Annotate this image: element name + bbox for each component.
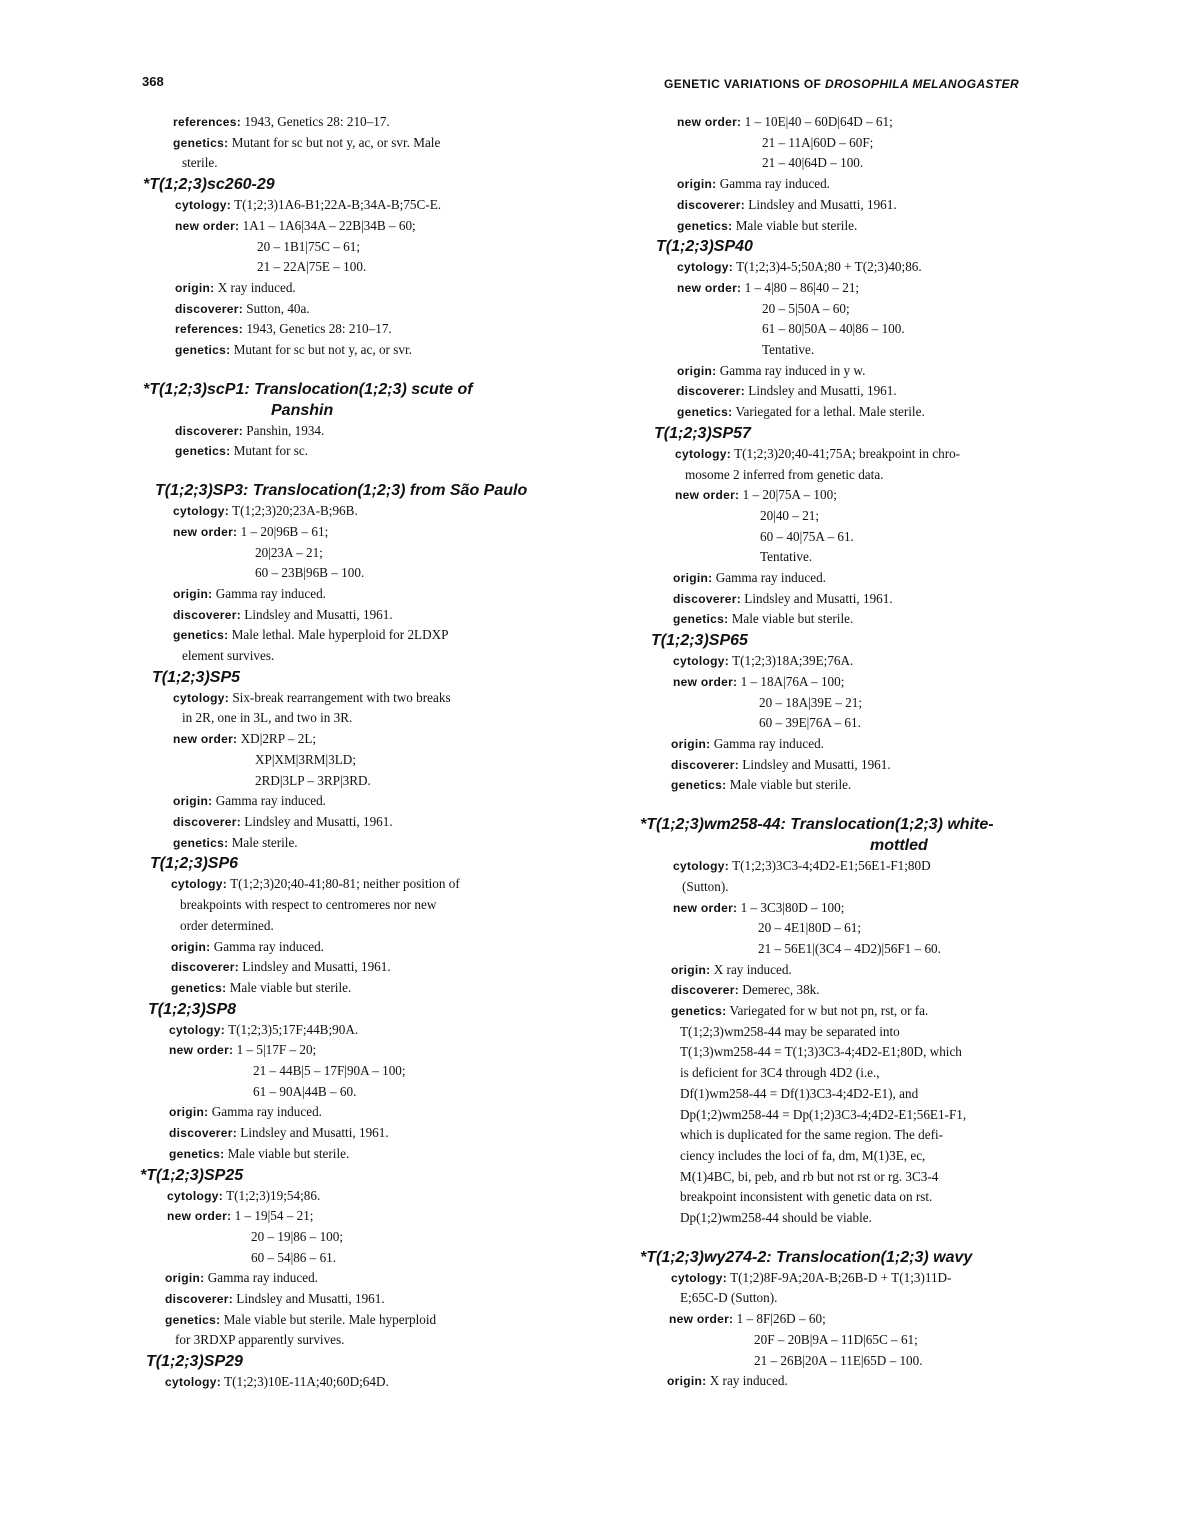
text-line: Dp(1;2)wm258-44 should be viable. — [680, 1210, 872, 1226]
text-line: in 2R, one in 3L, and two in 3R. — [182, 710, 353, 726]
text-line: element survives. — [182, 648, 275, 664]
field-value: 1 – 10E|40 – 60D|64D – 61; — [741, 114, 893, 129]
field-value: Lindsley and Musatti, 1961. — [239, 959, 391, 975]
running-head-prefix: GENETIC VARIATIONS OF — [664, 77, 826, 91]
field-label: references: — [173, 115, 242, 129]
entry-field — [640, 174, 1110, 195]
entry-heading: *T(1;2;3)wm258-44: Translocation(1;2;3) white- — [640, 816, 994, 834]
field-value: 1 – 8F|26D – 60; — [733, 1311, 826, 1327]
field-value: Mutant for sc but not y, ac, or svr. — [230, 342, 412, 358]
entry-field — [640, 755, 1110, 776]
field-label: genetics: — [173, 135, 229, 150]
field-value: T(1;2;3)19;54;86. — [223, 1187, 321, 1203]
field-value: Lindsley and Musatti, 1961. — [745, 196, 897, 212]
field-label: origin: — [671, 736, 711, 751]
text-line: for 3RDXP apparently survives. — [175, 1332, 345, 1348]
entry-field — [640, 195, 1110, 216]
field-value: Lindsley and Musatti, 1961. — [745, 383, 897, 399]
field-label: genetics: — [673, 612, 729, 627]
entry-separator — [640, 1229, 1110, 1247]
page-number: 368 — [142, 74, 164, 89]
field-value: Gamma ray induced in y w. — [716, 362, 866, 378]
entry-heading: *T(1;2;3)sc260-29 — [143, 176, 275, 194]
text-line: 60 – 54|86 – 61. — [251, 1249, 337, 1265]
field-value: Variegated for a lethal. Male sterile. — [732, 404, 925, 420]
entry-field — [640, 444, 1110, 465]
field-value: T(1;2;3)3C3-4;4D2-E1;56E1-F1;80D — [729, 858, 931, 874]
text-line: 21 – 56E1|(3C4 – 4D2)|56F1 – 60. — [758, 940, 941, 956]
field-label: origin: — [165, 1271, 205, 1286]
field-label: origin: — [171, 939, 211, 954]
field-label: discoverer: — [173, 814, 241, 829]
field-label: new order: — [175, 218, 240, 233]
text-line: Tentative. — [760, 549, 813, 565]
field-value: T(1;2;3)18A;39E;76A. — [729, 653, 854, 669]
entry-field — [640, 1268, 1110, 1289]
field-label: genetics: — [677, 218, 733, 233]
field-label: origin: — [173, 794, 213, 809]
field-label: discoverer: — [671, 757, 739, 772]
entry-field — [640, 775, 1110, 796]
field-value: Demerec, 38k. — [739, 982, 820, 998]
entry-heading: T(1;2;3)SP8 — [148, 1000, 237, 1018]
field-label: origin: — [677, 363, 717, 378]
entry-field — [640, 651, 1110, 672]
entry-field — [140, 501, 610, 522]
text-line: 20|23A – 21; — [255, 544, 323, 560]
field-label: cytology: — [677, 260, 734, 275]
entry-field — [140, 957, 610, 978]
right-column — [640, 112, 1110, 1392]
entry-field — [140, 937, 610, 958]
entry-field — [140, 1310, 610, 1331]
field-value: 1943, Genetics 28: 210–17. — [241, 114, 390, 129]
field-value: Male viable but sterile. — [732, 217, 858, 233]
field-value: T(1;2;3)10E-11A;40;60D;64D. — [221, 1374, 389, 1390]
field-value: Six-break rearrangement with two breaks — [229, 689, 451, 705]
text-line: breakpoint inconsistent with genetic data on rst. — [680, 1189, 933, 1205]
text-line: 20 – 4E1|80D – 61; — [758, 920, 862, 936]
field-value: Panshin, 1934. — [243, 422, 325, 438]
field-value: Lindsley and Musatti, 1961. — [241, 606, 393, 622]
entry-field — [640, 856, 1110, 877]
field-value: Male viable but sterile. — [226, 979, 352, 995]
entry-field — [140, 584, 610, 605]
entry-field — [640, 112, 1110, 133]
entry-field — [140, 340, 610, 361]
field-label: new order: — [169, 1043, 234, 1058]
field-value: T(1;2;3)20;40-41;80-81; neither position of — [227, 876, 460, 892]
entry-field — [140, 299, 610, 320]
field-value: 1 – 18A|76A – 100; — [737, 673, 845, 689]
entry-field — [140, 791, 610, 812]
field-label: origin: — [175, 280, 215, 295]
entry-field — [640, 568, 1110, 589]
text-line: ciency includes the loci of fa, dm, M(1)3E, ec, — [680, 1147, 926, 1163]
field-label: references: — [175, 322, 244, 337]
field-value: Lindsley and Musatti, 1961. — [237, 1125, 389, 1141]
field-label: discoverer: — [171, 960, 239, 975]
field-label: discoverer: — [671, 983, 739, 998]
entry-separator — [140, 462, 610, 480]
entry-field — [140, 133, 610, 154]
entry-field — [140, 441, 610, 462]
field-label: new order: — [673, 900, 738, 915]
field-value: 1A1 – 1A6|34A – 22B|34B – 60; — [239, 217, 416, 233]
field-value: 1943, Genetics 28: 210–17. — [243, 321, 392, 337]
field-label: new order: — [677, 280, 742, 295]
field-label: discoverer: — [173, 607, 241, 622]
field-label: genetics: — [173, 628, 229, 643]
field-label: genetics: — [671, 1004, 727, 1019]
entry-field — [640, 589, 1110, 610]
field-label: cytology: — [673, 654, 730, 669]
field-label: discoverer: — [175, 423, 243, 438]
left-column — [140, 112, 610, 1393]
text-line: 21 – 26B|20A – 11E|65D – 100. — [754, 1352, 923, 1368]
entry-separator — [140, 361, 610, 379]
text-line: is deficient for 3C4 through 4D2 (i.e., — [680, 1065, 880, 1081]
entry-heading: T(1;2;3)SP65 — [651, 632, 748, 650]
text-line: 20 – 1B1|75C – 61; — [257, 238, 361, 254]
field-value: Lindsley and Musatti, 1961. — [241, 813, 393, 829]
entry-field — [140, 812, 610, 833]
entry-field — [140, 605, 610, 626]
entry-field — [140, 195, 610, 216]
field-label: new order: — [173, 732, 238, 747]
field-label: cytology: — [673, 859, 730, 874]
field-label: origin: — [677, 177, 717, 192]
running-head-species: DROSOPHILA MELANOGASTER — [825, 77, 1020, 91]
entry-field — [140, 1206, 610, 1227]
text-line: 21 – 44B|5 – 17F|90A – 100; — [253, 1063, 406, 1079]
field-value: Gamma ray induced. — [212, 585, 326, 601]
text-line: XP|XM|3RM|3LD; — [255, 751, 356, 767]
entry-field — [140, 1289, 610, 1310]
entry-field — [640, 898, 1110, 919]
field-value: 1 – 3C3|80D – 100; — [737, 899, 845, 915]
field-value: Lindsley and Musatti, 1961. — [233, 1291, 385, 1307]
entry-field — [140, 522, 610, 543]
entry-field — [140, 688, 610, 709]
field-value: T(1;2)8F-9A;20A-B;26B-D + T(1;3)11D- — [727, 1269, 952, 1285]
field-label: new order: — [675, 488, 740, 503]
entry-field — [640, 485, 1110, 506]
field-value: T(1;2;3)20;40-41;75A; breakpoint in chro- — [731, 445, 961, 461]
field-value: T(1;2;3)4-5;50A;80 + T(2;3)40;86. — [733, 259, 922, 275]
field-label: origin: — [671, 962, 711, 977]
entry-field — [140, 978, 610, 999]
field-value: Male viable but sterile. Male hyperploid — [220, 1311, 437, 1327]
text-line: which is duplicated for the same region. The defi- — [680, 1127, 944, 1143]
entry-field — [640, 1309, 1110, 1330]
text-line: 20 – 5|50A – 60; — [762, 300, 850, 316]
text-line: T(1;2;3)wm258-44 may be separated into — [680, 1023, 900, 1039]
text-line: 21 – 11A|60D – 60F; — [762, 134, 874, 150]
text-line: breakpoints with respect to centromeres nor new — [180, 897, 437, 913]
entry-field — [140, 729, 610, 750]
entry-field — [640, 734, 1110, 755]
field-value: T(1;2;3)5;17F;44B;90A. — [225, 1021, 359, 1037]
entry-field — [640, 960, 1110, 981]
field-value: Gamma ray induced. — [208, 1104, 322, 1120]
field-label: discoverer: — [673, 591, 741, 606]
field-label: discoverer: — [677, 384, 745, 399]
field-label: cytology: — [173, 690, 230, 705]
field-value: Mutant for sc. — [230, 443, 309, 459]
field-label: new order: — [167, 1209, 232, 1224]
entry-heading: T(1;2;3)SP5 — [152, 668, 241, 686]
field-value: Male viable but sterile. — [224, 1145, 350, 1161]
field-value: X ray induced. — [706, 1373, 788, 1389]
field-value: Male viable but sterile. — [726, 777, 852, 793]
text-line: sterile. — [182, 155, 218, 171]
entry-field — [640, 980, 1110, 1001]
text-line: Tentative. — [762, 342, 815, 358]
text-line: Df(1)wm258-44 = Df(1)3C3-4;4D2-E1), and — [680, 1085, 919, 1101]
entry-heading: T(1;2;3)SP3: Translocation(1;2;3) from São Paulo — [155, 482, 528, 500]
field-label: genetics: — [171, 980, 227, 995]
entry-heading: T(1;2;3)SP57 — [654, 424, 751, 442]
field-value: Gamma ray induced. — [716, 176, 830, 192]
field-value: XD|2RP – 2L; — [237, 731, 317, 747]
text-line: order determined. — [180, 917, 274, 933]
entry-field — [640, 381, 1110, 402]
text-line: 20|40 – 21; — [760, 507, 820, 523]
field-label: cytology: — [165, 1375, 222, 1390]
field-value: Mutant for sc but not y, ac, or svr. Male — [228, 134, 441, 150]
field-value: T(1;2;3)1A6-B1;22A-B;34A-B;75C-E. — [231, 197, 442, 213]
field-value: Sutton, 40a. — [243, 300, 310, 316]
entry-field — [640, 1001, 1110, 1022]
field-value: Gamma ray induced. — [212, 793, 326, 809]
entry-field — [140, 833, 610, 854]
field-label: cytology: — [671, 1270, 728, 1285]
field-label: origin: — [667, 1374, 707, 1389]
entry-heading: T(1;2;3)SP40 — [656, 238, 753, 256]
field-label: genetics: — [165, 1312, 221, 1327]
field-value: Male sterile. — [228, 834, 298, 850]
field-label: new order: — [673, 674, 738, 689]
entry-field — [640, 257, 1110, 278]
field-label: origin: — [173, 586, 213, 601]
field-label: discoverer: — [169, 1126, 237, 1141]
field-value: Gamma ray induced. — [204, 1270, 318, 1286]
field-label: genetics: — [175, 444, 231, 459]
text-line: Dp(1;2)wm258-44 = Dp(1;2)3C3-4;4D2-E1;56E1-F1, — [680, 1106, 967, 1122]
entry-field — [640, 216, 1110, 237]
field-label: genetics: — [671, 778, 727, 793]
entry-field — [140, 1372, 610, 1393]
entry-heading: *T(1;2;3)wy274-2: Translocation(1;2;3) wavy — [640, 1248, 973, 1266]
text-line: 60 – 39E|76A – 61. — [759, 715, 861, 731]
field-label: new order: — [677, 115, 742, 129]
field-label: genetics: — [173, 835, 229, 850]
field-label: cytology: — [171, 877, 228, 892]
entry-field — [140, 874, 610, 895]
field-value: X ray induced. — [214, 279, 296, 295]
text-line: T(1;3)wm258-44 = T(1;3)3C3-4;4D2-E1;80D, which — [680, 1044, 962, 1060]
field-value: 1 – 20|75A – 100; — [739, 487, 837, 503]
entry-heading: mottled — [870, 837, 928, 855]
text-line: M(1)4BC, bi, peb, and rb but not rst or rg. 3C3-4 — [680, 1168, 939, 1184]
text-line: E;65C-D (Sutton). — [680, 1290, 778, 1306]
text-line: 20 – 19|86 – 100; — [251, 1228, 344, 1244]
field-label: discoverer: — [677, 197, 745, 212]
field-value: 1 – 20|96B – 61; — [237, 523, 329, 539]
entry-field — [140, 319, 610, 340]
entry-field — [140, 1123, 610, 1144]
field-value: T(1;2;3)20;23A-B;96B. — [229, 503, 358, 519]
text-line: 60 – 40|75A – 61. — [760, 528, 854, 544]
field-value: Lindsley and Musatti, 1961. — [741, 590, 893, 606]
entry-heading: T(1;2;3)SP6 — [150, 855, 239, 873]
entry-heading: Panshin — [271, 401, 334, 419]
field-value: X ray induced. — [710, 961, 792, 977]
field-label: cytology: — [173, 504, 230, 519]
entry-field — [140, 1268, 610, 1289]
entry-separator — [640, 796, 1110, 814]
entry-field — [640, 1371, 1110, 1392]
entry-field — [640, 278, 1110, 299]
field-value: 1 – 4|80 – 86|40 – 21; — [741, 279, 860, 295]
field-value: Male viable but sterile. — [728, 611, 854, 627]
entry-field — [140, 1186, 610, 1207]
text-line: 20F – 20B|9A – 11D|65C – 61; — [754, 1331, 918, 1347]
entry-field — [140, 1102, 610, 1123]
field-label: origin: — [673, 571, 713, 586]
entry-heading: *T(1;2;3)scP1: Translocation(1;2;3) scute of — [143, 380, 473, 398]
text-line: 60 – 23B|96B – 100. — [255, 565, 365, 581]
field-label: cytology: — [675, 446, 732, 461]
text-line: mosome 2 inferred from genetic data. — [685, 466, 884, 482]
field-label: new order: — [669, 1312, 734, 1327]
field-value: Gamma ray induced. — [712, 570, 826, 586]
field-label: genetics: — [169, 1146, 225, 1161]
text-line: 61 – 80|50A – 40|86 – 100. — [762, 321, 905, 337]
field-label: genetics: — [175, 343, 231, 358]
entry-heading: T(1;2;3)SP29 — [146, 1353, 243, 1371]
text-line: 21 – 22A|75E – 100. — [257, 259, 367, 275]
field-label: origin: — [169, 1105, 209, 1120]
field-label: discoverer: — [175, 301, 243, 316]
text-line: 61 – 90A|44B – 60. — [253, 1083, 357, 1099]
text-line: (Sutton). — [682, 878, 729, 894]
field-value: Lindsley and Musatti, 1961. — [739, 756, 891, 772]
field-label: cytology: — [169, 1022, 226, 1037]
field-value: 1 – 19|54 – 21; — [231, 1208, 314, 1224]
field-value: 1 – 5|17F – 20; — [233, 1042, 317, 1058]
field-value: Gamma ray induced. — [210, 938, 324, 954]
running-head — [664, 77, 1019, 91]
entry-field — [140, 278, 610, 299]
text-line: 21 – 40|64D – 100. — [762, 155, 864, 171]
entry-field — [140, 216, 610, 237]
entry-heading: *T(1;2;3)SP25 — [140, 1166, 244, 1184]
entry-field — [140, 1040, 610, 1061]
field-label: cytology: — [175, 198, 232, 213]
text-line: 2RD|3LP – 3RP|3RD. — [255, 772, 371, 788]
field-value: Male lethal. Male hyperploid for 2LDXP — [228, 627, 449, 643]
field-label: discoverer: — [165, 1292, 233, 1307]
field-label: new order: — [173, 524, 238, 539]
field-label: genetics: — [677, 405, 733, 420]
entry-field — [140, 421, 610, 442]
field-label: cytology: — [167, 1188, 224, 1203]
field-value: Gamma ray induced. — [710, 735, 824, 751]
entry-field — [140, 112, 610, 133]
entry-field — [140, 1144, 610, 1165]
text-line: 20 – 18A|39E – 21; — [759, 694, 863, 710]
entry-field — [640, 361, 1110, 382]
entry-field — [140, 625, 610, 646]
entry-field — [640, 402, 1110, 423]
entry-field — [140, 1020, 610, 1041]
entry-field — [640, 672, 1110, 693]
entry-field — [640, 609, 1110, 630]
field-value: Variegated for w but not pn, rst, or fa. — [726, 1003, 929, 1019]
